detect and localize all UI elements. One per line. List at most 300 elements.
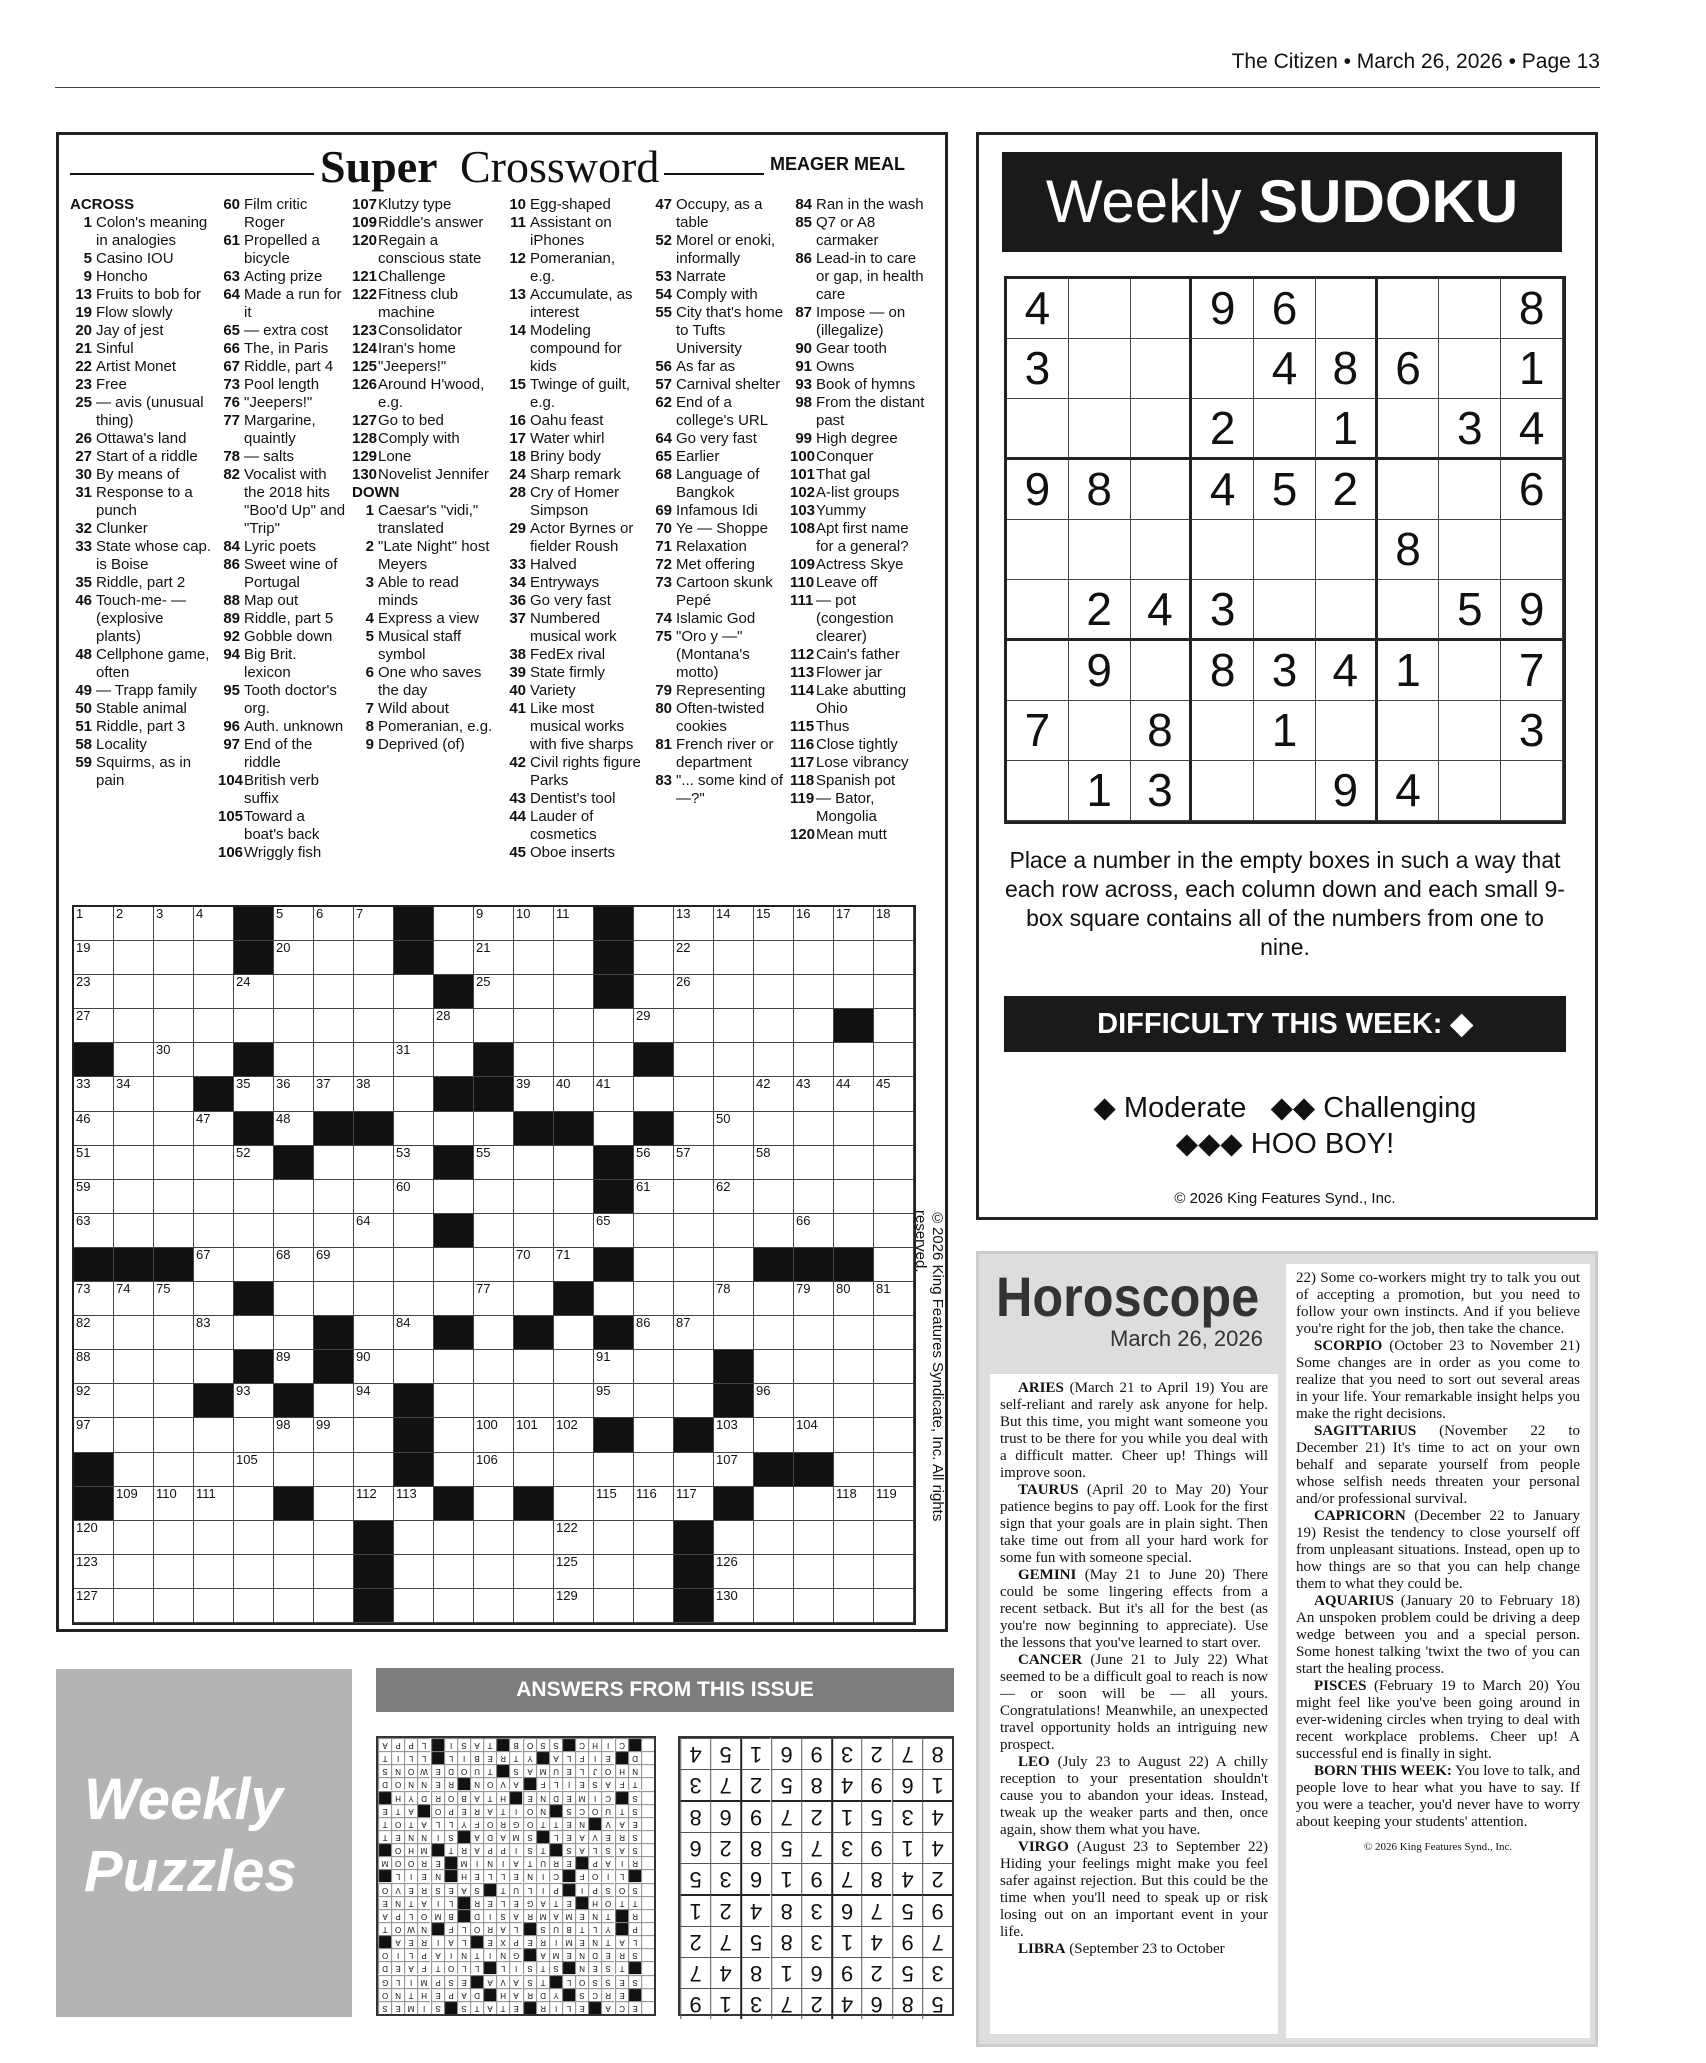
grid-cell[interactable] <box>194 1589 234 1623</box>
grid-cell[interactable] <box>234 1555 274 1589</box>
grid-cell[interactable] <box>714 1043 754 1077</box>
grid-cell[interactable] <box>594 1521 634 1555</box>
grid-cell[interactable] <box>554 1487 594 1521</box>
grid-cell[interactable] <box>754 1350 794 1384</box>
grid-cell[interactable] <box>754 1384 794 1418</box>
grid-cell[interactable] <box>474 1555 514 1589</box>
grid-cell[interactable] <box>194 1146 234 1180</box>
grid-cell[interactable] <box>834 907 874 941</box>
grid-cell[interactable] <box>154 1384 194 1418</box>
grid-cell[interactable] <box>634 1077 674 1111</box>
grid-cell[interactable] <box>834 975 874 1009</box>
grid-cell[interactable] <box>194 941 234 975</box>
grid-cell[interactable] <box>834 1555 874 1589</box>
grid-cell[interactable] <box>354 1418 394 1452</box>
grid-cell[interactable] <box>74 1077 114 1111</box>
grid-cell[interactable] <box>474 1282 514 1316</box>
grid-cell[interactable] <box>674 1009 714 1043</box>
grid-cell[interactable] <box>114 1418 154 1452</box>
grid-cell[interactable] <box>554 975 594 1009</box>
grid-cell[interactable] <box>514 1009 554 1043</box>
grid-cell[interactable] <box>474 1521 514 1555</box>
grid-cell[interactable] <box>474 1453 514 1487</box>
grid-cell[interactable] <box>714 1521 754 1555</box>
grid-cell[interactable] <box>114 1487 154 1521</box>
grid-cell[interactable] <box>754 1418 794 1452</box>
grid-cell[interactable] <box>834 1214 874 1248</box>
grid-cell[interactable] <box>634 1248 674 1282</box>
grid-cell[interactable] <box>114 1112 154 1146</box>
grid-cell[interactable] <box>634 1487 674 1521</box>
grid-cell[interactable] <box>474 1009 514 1043</box>
grid-cell[interactable] <box>714 1077 754 1111</box>
grid-cell[interactable] <box>354 1384 394 1418</box>
grid-cell[interactable] <box>154 1112 194 1146</box>
grid-cell[interactable] <box>834 1180 874 1214</box>
grid-cell[interactable] <box>714 1180 754 1214</box>
grid-cell[interactable] <box>234 1487 274 1521</box>
grid-cell[interactable] <box>194 1555 234 1589</box>
grid-cell[interactable] <box>114 1453 154 1487</box>
grid-cell[interactable] <box>354 1487 394 1521</box>
sudoku-empty-cell[interactable] <box>1316 580 1378 641</box>
grid-cell[interactable] <box>714 1418 754 1452</box>
grid-cell[interactable] <box>234 1418 274 1452</box>
grid-cell[interactable] <box>314 907 354 941</box>
grid-cell[interactable] <box>394 1112 434 1146</box>
grid-cell[interactable] <box>474 1350 514 1384</box>
grid-cell[interactable] <box>154 1589 194 1623</box>
sudoku-empty-cell[interactable] <box>1254 761 1316 821</box>
grid-cell[interactable] <box>434 1043 474 1077</box>
grid-cell[interactable] <box>274 1521 314 1555</box>
grid-cell[interactable] <box>714 907 754 941</box>
grid-cell[interactable] <box>194 1112 234 1146</box>
sudoku-empty-cell[interactable] <box>1378 580 1440 641</box>
grid-cell[interactable] <box>674 1384 714 1418</box>
grid-cell[interactable] <box>194 1214 234 1248</box>
grid-cell[interactable] <box>714 1112 754 1146</box>
grid-cell[interactable] <box>274 941 314 975</box>
grid-cell[interactable] <box>514 1043 554 1077</box>
grid-cell[interactable] <box>434 1555 474 1589</box>
grid-cell[interactable] <box>474 907 514 941</box>
grid-cell[interactable] <box>114 1384 154 1418</box>
grid-cell[interactable] <box>314 1282 354 1316</box>
grid-cell[interactable] <box>594 1112 634 1146</box>
grid-cell[interactable] <box>754 1555 794 1589</box>
grid-cell[interactable] <box>794 1384 834 1418</box>
grid-cell[interactable] <box>514 1384 554 1418</box>
grid-cell[interactable] <box>154 1077 194 1111</box>
grid-cell[interactable] <box>194 1009 234 1043</box>
grid-cell[interactable] <box>554 1350 594 1384</box>
grid-cell[interactable] <box>714 1214 754 1248</box>
sudoku-empty-cell[interactable] <box>1131 641 1193 701</box>
sudoku-empty-cell[interactable] <box>1007 580 1069 641</box>
grid-cell[interactable] <box>394 1146 434 1180</box>
sudoku-empty-cell[interactable] <box>1501 520 1563 580</box>
grid-cell[interactable] <box>794 1043 834 1077</box>
grid-cell[interactable] <box>754 1112 794 1146</box>
grid-cell[interactable] <box>154 1350 194 1384</box>
grid-cell[interactable] <box>594 1350 634 1384</box>
grid-cell[interactable] <box>354 1350 394 1384</box>
grid-cell[interactable] <box>194 1282 234 1316</box>
grid-cell[interactable] <box>754 975 794 1009</box>
grid-cell[interactable] <box>274 1453 314 1487</box>
grid-cell[interactable] <box>114 1589 154 1623</box>
grid-cell[interactable] <box>794 1112 834 1146</box>
grid-cell[interactable] <box>274 1418 314 1452</box>
grid-cell[interactable] <box>474 1248 514 1282</box>
grid-cell[interactable] <box>194 1418 234 1452</box>
grid-cell[interactable] <box>794 1282 834 1316</box>
grid-cell[interactable] <box>474 1214 514 1248</box>
grid-cell[interactable] <box>674 1180 714 1214</box>
grid-cell[interactable] <box>634 1589 674 1623</box>
grid-cell[interactable] <box>194 907 234 941</box>
grid-cell[interactable] <box>874 1418 914 1452</box>
grid-cell[interactable] <box>314 1521 354 1555</box>
grid-cell[interactable] <box>754 1043 794 1077</box>
grid-cell[interactable] <box>154 1180 194 1214</box>
grid-cell[interactable] <box>154 907 194 941</box>
grid-cell[interactable] <box>474 1316 514 1350</box>
grid-cell[interactable] <box>634 1009 674 1043</box>
grid-cell[interactable] <box>754 1077 794 1111</box>
sudoku-empty-cell[interactable] <box>1192 339 1254 399</box>
grid-cell[interactable] <box>194 1180 234 1214</box>
grid-cell[interactable] <box>74 941 114 975</box>
grid-cell[interactable] <box>74 907 114 941</box>
grid-cell[interactable] <box>554 1316 594 1350</box>
grid-cell[interactable] <box>314 1589 354 1623</box>
grid-cell[interactable] <box>594 1555 634 1589</box>
grid-cell[interactable] <box>674 1487 714 1521</box>
sudoku-empty-cell[interactable] <box>1007 520 1069 580</box>
grid-cell[interactable] <box>674 1350 714 1384</box>
grid-cell[interactable] <box>394 1487 434 1521</box>
sudoku-empty-cell[interactable] <box>1378 460 1440 520</box>
grid-cell[interactable] <box>514 1555 554 1589</box>
grid-cell[interactable] <box>74 1418 114 1452</box>
grid-cell[interactable] <box>314 1009 354 1043</box>
grid-cell[interactable] <box>194 1487 234 1521</box>
grid-cell[interactable] <box>354 941 394 975</box>
grid-cell[interactable] <box>394 1282 434 1316</box>
grid-cell[interactable] <box>114 1009 154 1043</box>
sudoku-empty-cell[interactable] <box>1378 399 1440 460</box>
grid-cell[interactable] <box>874 1214 914 1248</box>
grid-cell[interactable] <box>474 1180 514 1214</box>
grid-cell[interactable] <box>674 975 714 1009</box>
grid-cell[interactable] <box>194 1248 234 1282</box>
sudoku-empty-cell[interactable] <box>1439 279 1501 339</box>
grid-cell[interactable] <box>674 941 714 975</box>
grid-cell[interactable] <box>554 907 594 941</box>
grid-cell[interactable] <box>834 941 874 975</box>
grid-cell[interactable] <box>634 1146 674 1180</box>
sudoku-empty-cell[interactable] <box>1439 761 1501 821</box>
grid-cell[interactable] <box>794 975 834 1009</box>
grid-cell[interactable] <box>714 1555 754 1589</box>
grid-cell[interactable] <box>434 1521 474 1555</box>
grid-cell[interactable] <box>874 1146 914 1180</box>
grid-cell[interactable] <box>234 1180 274 1214</box>
grid-cell[interactable] <box>754 1009 794 1043</box>
grid-cell[interactable] <box>434 1282 474 1316</box>
sudoku-empty-cell[interactable] <box>1439 701 1501 761</box>
grid-cell[interactable] <box>874 1589 914 1623</box>
sudoku-empty-cell[interactable] <box>1131 279 1193 339</box>
grid-cell[interactable] <box>874 1180 914 1214</box>
sudoku-empty-cell[interactable] <box>1131 339 1193 399</box>
sudoku-empty-cell[interactable] <box>1192 761 1254 821</box>
grid-cell[interactable] <box>154 1043 194 1077</box>
grid-cell[interactable] <box>434 941 474 975</box>
grid-cell[interactable] <box>794 1555 834 1589</box>
grid-cell[interactable] <box>834 1316 874 1350</box>
grid-cell[interactable] <box>714 1453 754 1487</box>
grid-cell[interactable] <box>874 1248 914 1282</box>
grid-cell[interactable] <box>194 1043 234 1077</box>
grid-cell[interactable] <box>514 1350 554 1384</box>
grid-cell[interactable] <box>314 1555 354 1589</box>
grid-cell[interactable] <box>594 1282 634 1316</box>
grid-cell[interactable] <box>714 1248 754 1282</box>
grid-cell[interactable] <box>234 1453 274 1487</box>
grid-cell[interactable] <box>434 1180 474 1214</box>
grid-cell[interactable] <box>514 1453 554 1487</box>
grid-cell[interactable] <box>114 907 154 941</box>
grid-cell[interactable] <box>674 1453 714 1487</box>
sudoku-empty-cell[interactable] <box>1069 701 1131 761</box>
grid-cell[interactable] <box>594 1077 634 1111</box>
grid-cell[interactable] <box>274 1555 314 1589</box>
sudoku-empty-cell[interactable] <box>1439 339 1501 399</box>
sudoku-empty-cell[interactable] <box>1192 701 1254 761</box>
sudoku-empty-cell[interactable] <box>1007 641 1069 701</box>
sudoku-empty-cell[interactable] <box>1192 520 1254 580</box>
grid-cell[interactable] <box>314 1077 354 1111</box>
grid-cell[interactable] <box>394 1009 434 1043</box>
grid-cell[interactable] <box>114 1521 154 1555</box>
grid-cell[interactable] <box>754 1316 794 1350</box>
grid-cell[interactable] <box>874 1009 914 1043</box>
grid-cell[interactable] <box>154 1521 194 1555</box>
grid-cell[interactable] <box>634 1316 674 1350</box>
grid-cell[interactable] <box>394 1180 434 1214</box>
grid-cell[interactable] <box>754 907 794 941</box>
grid-cell[interactable] <box>154 1009 194 1043</box>
grid-cell[interactable] <box>714 1282 754 1316</box>
grid-cell[interactable] <box>554 1555 594 1589</box>
grid-cell[interactable] <box>834 1077 874 1111</box>
grid-cell[interactable] <box>274 1077 314 1111</box>
grid-cell[interactable] <box>274 1214 314 1248</box>
grid-cell[interactable] <box>594 1214 634 1248</box>
grid-cell[interactable] <box>354 1077 394 1111</box>
grid-cell[interactable] <box>714 941 754 975</box>
sudoku-empty-cell[interactable] <box>1069 339 1131 399</box>
grid-cell[interactable] <box>754 1282 794 1316</box>
grid-cell[interactable] <box>314 1214 354 1248</box>
grid-cell[interactable] <box>74 1350 114 1384</box>
sudoku-grid[interactable] <box>1004 276 1566 824</box>
grid-cell[interactable] <box>154 1282 194 1316</box>
grid-cell[interactable] <box>474 1146 514 1180</box>
grid-cell[interactable] <box>74 1009 114 1043</box>
grid-cell[interactable] <box>834 1453 874 1487</box>
grid-cell[interactable] <box>834 1487 874 1521</box>
grid-cell[interactable] <box>874 1316 914 1350</box>
grid-cell[interactable] <box>314 975 354 1009</box>
grid-cell[interactable] <box>794 1418 834 1452</box>
grid-cell[interactable] <box>874 975 914 1009</box>
grid-cell[interactable] <box>74 1214 114 1248</box>
grid-cell[interactable] <box>674 1043 714 1077</box>
grid-cell[interactable] <box>794 1589 834 1623</box>
grid-cell[interactable] <box>314 1418 354 1452</box>
grid-cell[interactable] <box>554 1146 594 1180</box>
grid-cell[interactable] <box>634 941 674 975</box>
grid-cell[interactable] <box>274 1282 314 1316</box>
grid-cell[interactable] <box>274 1350 314 1384</box>
grid-cell[interactable] <box>194 1350 234 1384</box>
grid-cell[interactable] <box>274 1316 314 1350</box>
grid-cell[interactable] <box>794 941 834 975</box>
grid-cell[interactable] <box>874 1453 914 1487</box>
grid-cell[interactable] <box>114 1043 154 1077</box>
sudoku-empty-cell[interactable] <box>1007 761 1069 821</box>
grid-cell[interactable] <box>74 1112 114 1146</box>
grid-cell[interactable] <box>634 1350 674 1384</box>
sudoku-empty-cell[interactable] <box>1069 279 1131 339</box>
grid-cell[interactable] <box>554 1043 594 1077</box>
grid-cell[interactable] <box>634 907 674 941</box>
grid-cell[interactable] <box>434 1009 474 1043</box>
sudoku-empty-cell[interactable] <box>1131 399 1193 460</box>
grid-cell[interactable] <box>554 1248 594 1282</box>
grid-cell[interactable] <box>314 1180 354 1214</box>
grid-cell[interactable] <box>594 1487 634 1521</box>
sudoku-empty-cell[interactable] <box>1069 520 1131 580</box>
sudoku-empty-cell[interactable] <box>1439 460 1501 520</box>
grid-cell[interactable] <box>554 1180 594 1214</box>
grid-cell[interactable] <box>474 975 514 1009</box>
grid-cell[interactable] <box>474 941 514 975</box>
grid-cell[interactable] <box>434 1248 474 1282</box>
grid-cell[interactable] <box>74 1521 114 1555</box>
grid-cell[interactable] <box>634 1384 674 1418</box>
grid-cell[interactable] <box>514 1589 554 1623</box>
grid-cell[interactable] <box>874 1077 914 1111</box>
grid-cell[interactable] <box>514 1521 554 1555</box>
grid-cell[interactable] <box>234 1077 274 1111</box>
grid-cell[interactable] <box>274 1248 314 1282</box>
grid-cell[interactable] <box>634 1180 674 1214</box>
sudoku-empty-cell[interactable] <box>1439 641 1501 701</box>
grid-cell[interactable] <box>394 1248 434 1282</box>
grid-cell[interactable] <box>834 1384 874 1418</box>
grid-cell[interactable] <box>74 975 114 1009</box>
grid-cell[interactable] <box>394 1589 434 1623</box>
grid-cell[interactable] <box>874 1555 914 1589</box>
grid-cell[interactable] <box>834 1112 874 1146</box>
grid-cell[interactable] <box>754 1521 794 1555</box>
grid-cell[interactable] <box>194 1316 234 1350</box>
grid-cell[interactable] <box>674 1282 714 1316</box>
grid-cell[interactable] <box>514 1146 554 1180</box>
grid-cell[interactable] <box>274 1043 314 1077</box>
sudoku-empty-cell[interactable] <box>1007 399 1069 460</box>
sudoku-empty-cell[interactable] <box>1439 520 1501 580</box>
grid-cell[interactable] <box>314 1384 354 1418</box>
grid-cell[interactable] <box>434 1384 474 1418</box>
grid-cell[interactable] <box>74 1589 114 1623</box>
grid-cell[interactable] <box>754 1146 794 1180</box>
grid-cell[interactable] <box>754 1214 794 1248</box>
grid-cell[interactable] <box>874 1521 914 1555</box>
grid-cell[interactable] <box>634 1418 674 1452</box>
grid-cell[interactable] <box>754 1180 794 1214</box>
crossword-grid[interactable] <box>72 905 916 1625</box>
grid-cell[interactable] <box>594 1009 634 1043</box>
sudoku-empty-cell[interactable] <box>1254 520 1316 580</box>
grid-cell[interactable] <box>514 1180 554 1214</box>
grid-cell[interactable] <box>794 1521 834 1555</box>
grid-cell[interactable] <box>874 941 914 975</box>
grid-cell[interactable] <box>674 1214 714 1248</box>
grid-cell[interactable] <box>474 1487 514 1521</box>
grid-cell[interactable] <box>514 1248 554 1282</box>
grid-cell[interactable] <box>354 1282 394 1316</box>
grid-cell[interactable] <box>274 975 314 1009</box>
grid-cell[interactable] <box>794 1077 834 1111</box>
grid-cell[interactable] <box>834 1282 874 1316</box>
grid-cell[interactable] <box>434 1589 474 1623</box>
grid-cell[interactable] <box>194 1453 234 1487</box>
grid-cell[interactable] <box>634 1214 674 1248</box>
grid-cell[interactable] <box>354 1214 394 1248</box>
grid-cell[interactable] <box>874 1043 914 1077</box>
grid-cell[interactable] <box>834 1350 874 1384</box>
grid-cell[interactable] <box>514 907 554 941</box>
grid-cell[interactable] <box>434 1453 474 1487</box>
grid-cell[interactable] <box>594 1043 634 1077</box>
grid-cell[interactable] <box>314 941 354 975</box>
grid-cell[interactable] <box>714 1146 754 1180</box>
grid-cell[interactable] <box>314 1043 354 1077</box>
grid-cell[interactable] <box>354 975 394 1009</box>
sudoku-empty-cell[interactable] <box>1131 520 1193 580</box>
grid-cell[interactable] <box>674 1112 714 1146</box>
grid-cell[interactable] <box>754 1589 794 1623</box>
grid-cell[interactable] <box>514 1282 554 1316</box>
grid-cell[interactable] <box>514 941 554 975</box>
grid-cell[interactable] <box>274 1009 314 1043</box>
grid-cell[interactable] <box>554 941 594 975</box>
grid-cell[interactable] <box>554 1418 594 1452</box>
grid-cell[interactable] <box>834 1418 874 1452</box>
grid-cell[interactable] <box>794 907 834 941</box>
grid-cell[interactable] <box>674 907 714 941</box>
grid-cell[interactable] <box>554 1077 594 1111</box>
grid-cell[interactable] <box>354 1316 394 1350</box>
grid-cell[interactable] <box>274 1589 314 1623</box>
grid-cell[interactable] <box>354 1146 394 1180</box>
